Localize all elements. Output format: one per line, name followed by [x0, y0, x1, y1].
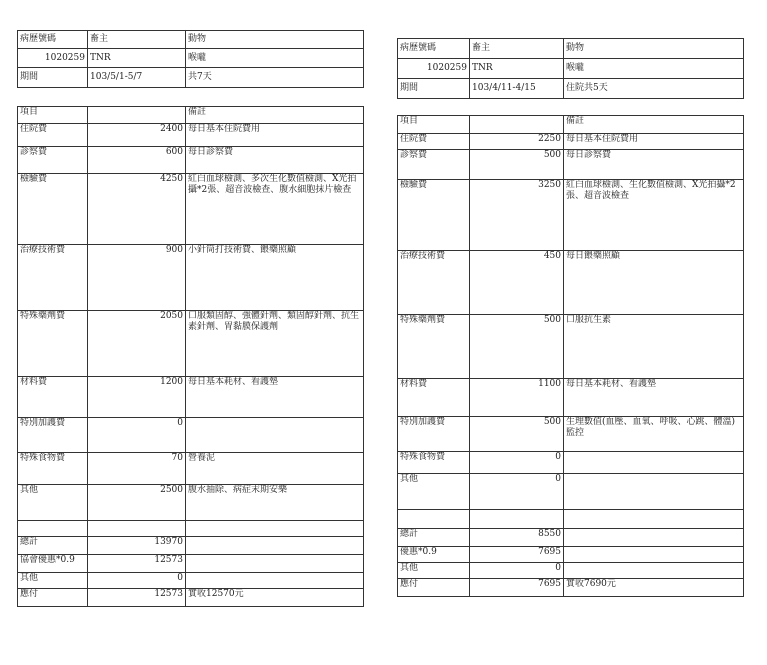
table-row: [398, 379, 744, 417]
item-note: 每日診察費: [186, 147, 364, 174]
total-amount: 13970: [88, 537, 186, 555]
table-row: [18, 485, 364, 521]
item-amount: 1200: [88, 377, 186, 418]
item-note: 每日基本耗材、看護墊: [564, 379, 744, 417]
table-row: [398, 474, 744, 510]
other-amount: 0: [88, 573, 186, 589]
other-row: [18, 573, 364, 589]
table-row: [398, 452, 744, 474]
item-amount: 1100: [470, 379, 564, 417]
payable-row: [18, 589, 364, 607]
other-note: [186, 573, 364, 589]
owner-label: 畜主: [88, 31, 186, 49]
table-row: [18, 147, 364, 174]
item-note: 腹水抽除、病症末期安樂: [186, 485, 364, 521]
table-row: [398, 134, 744, 150]
item-name: 檢驗費: [18, 174, 88, 245]
item-note: [564, 474, 744, 510]
item-name: 特殊食物費: [398, 452, 470, 474]
item-note: 營養泥: [186, 453, 364, 485]
fees-table: [397, 115, 744, 597]
item-note: [564, 452, 744, 474]
payable-note: 實收7690元: [564, 579, 744, 597]
table-row: [18, 174, 364, 245]
record-no-label: 病歷號碼: [18, 31, 88, 49]
item-note: 紅白血球檢測、生化數值檢測、X光拍攝*2張、超音波檢查: [564, 180, 744, 251]
item-note: 小針筒打技術費、餵藥照顧: [186, 245, 364, 311]
total-note: [186, 537, 364, 555]
fees-table: [17, 106, 364, 607]
fees-header-amount: [88, 107, 186, 124]
record-no-label: 病歷號碼: [398, 39, 470, 59]
payable-note: 實收12570元: [186, 589, 364, 607]
item-name: 特別加護費: [18, 418, 88, 453]
animal-value: 喉嚨: [186, 49, 364, 68]
invoice-right: [397, 38, 743, 648]
item-amount: 2050: [88, 311, 186, 377]
fees-header-amount: [470, 116, 564, 134]
table-row: [18, 377, 364, 418]
item-name: 檢驗費: [398, 180, 470, 251]
item-note: [186, 418, 364, 453]
discount-label: 協會優惠*0.9: [18, 555, 88, 573]
item-amount: 3250: [470, 180, 564, 251]
item-name: 診察費: [398, 150, 470, 180]
other-label: 其他: [18, 573, 88, 589]
item-amount: 70: [88, 453, 186, 485]
discount-note: [564, 547, 744, 563]
spacer-row: [18, 521, 364, 537]
item-amount: 0: [88, 418, 186, 453]
payable-amount: 12573: [88, 589, 186, 607]
item-name: 住院費: [18, 124, 88, 147]
table-row: [18, 311, 364, 377]
fees-header-item: 項目: [398, 116, 470, 134]
item-name: 診察費: [18, 147, 88, 174]
item-amount: 600: [88, 147, 186, 174]
item-amount: 500: [470, 315, 564, 379]
item-note: 生理數值(血壓、血氧、呼吸、心跳、體溫)監控: [564, 417, 744, 452]
record-no-value: 1020259: [398, 59, 470, 79]
item-note: 口服抗生素: [564, 315, 744, 379]
record-no-value: 1020259: [18, 49, 88, 68]
table-row: [398, 251, 744, 315]
table-row: [398, 180, 744, 251]
item-amount: 0: [470, 474, 564, 510]
item-note: 每日基本住院費用: [186, 124, 364, 147]
discount-row: [398, 547, 744, 563]
table-row: [398, 417, 744, 452]
item-name: 其他: [398, 474, 470, 510]
payable-label: 應付: [398, 579, 470, 597]
table-row: [398, 315, 744, 379]
item-amount: 500: [470, 417, 564, 452]
table-row: [18, 418, 364, 453]
item-note: 每日基本耗材、看護墊: [186, 377, 364, 418]
item-note: 口服類固醇、強體針劑、類固醇針劑、抗生素針劑、胃黏膜保護劑: [186, 311, 364, 377]
owner-value: TNR: [470, 59, 564, 79]
total-amount: 8550: [470, 529, 564, 547]
item-amount: 500: [470, 150, 564, 180]
period-label: 期間: [18, 68, 88, 88]
payable-row: [398, 579, 744, 597]
discount-row: [18, 555, 364, 573]
invoice-left: [17, 30, 363, 652]
item-name: 特殊藥劑費: [398, 315, 470, 379]
item-name: 特殊藥劑費: [18, 311, 88, 377]
table-row: [18, 124, 364, 147]
item-name: 材料費: [398, 379, 470, 417]
total-row: [18, 537, 364, 555]
animal-label: 動物: [186, 31, 364, 49]
total-label: 總計: [398, 529, 470, 547]
other-amount: 0: [470, 563, 564, 579]
item-amount: 2250: [470, 134, 564, 150]
patient-header-table: [17, 30, 364, 88]
patient-header-table: [397, 38, 744, 99]
fees-header-note: 備註: [564, 116, 744, 134]
item-amount: 0: [470, 452, 564, 474]
item-name: 其他: [18, 485, 88, 521]
animal-value: 喉嚨: [564, 59, 744, 79]
other-note: [564, 563, 744, 579]
period-value: 103/4/11-4/15: [470, 79, 564, 99]
fees-header-note: 備註: [186, 107, 364, 124]
total-note: [564, 529, 744, 547]
discount-label: 優惠*0.9: [398, 547, 470, 563]
other-row: [398, 563, 744, 579]
table-row: [18, 245, 364, 311]
total-label: 總計: [18, 537, 88, 555]
period-label: 期間: [398, 79, 470, 99]
discount-amount: 7695: [470, 547, 564, 563]
stay-days: 共7天: [186, 68, 364, 88]
item-name: 特殊食物費: [18, 453, 88, 485]
discount-note: [186, 555, 364, 573]
payable-amount: 7695: [470, 579, 564, 597]
table-row: [398, 150, 744, 180]
animal-label: 動物: [564, 39, 744, 59]
item-name: 住院費: [398, 134, 470, 150]
item-note: 紅白血球檢測、多次生化數值檢測、X光拍攝*2張、超音波檢查、腹水細胞抹片檢查: [186, 174, 364, 245]
item-name: 治療技術費: [18, 245, 88, 311]
stay-days: 住院共5天: [564, 79, 744, 99]
item-amount: 2500: [88, 485, 186, 521]
discount-amount: 12573: [88, 555, 186, 573]
spacer-row: [398, 510, 744, 529]
table-row: [18, 453, 364, 485]
item-name: 特別加護費: [398, 417, 470, 452]
owner-label: 畜主: [470, 39, 564, 59]
item-amount: 450: [470, 251, 564, 315]
item-amount: 900: [88, 245, 186, 311]
item-amount: 2400: [88, 124, 186, 147]
owner-value: TNR: [88, 49, 186, 68]
other-label: 其他: [398, 563, 470, 579]
item-amount: 4250: [88, 174, 186, 245]
item-name: 治療技術費: [398, 251, 470, 315]
total-row: [398, 529, 744, 547]
item-name: 材料費: [18, 377, 88, 418]
payable-label: 應付: [18, 589, 88, 607]
period-value: 103/5/1-5/7: [88, 68, 186, 88]
item-note: 每日診察費: [564, 150, 744, 180]
item-note: 每日餵藥照顧: [564, 251, 744, 315]
fees-header-item: 項目: [18, 107, 88, 124]
item-note: 每日基本住院費用: [564, 134, 744, 150]
